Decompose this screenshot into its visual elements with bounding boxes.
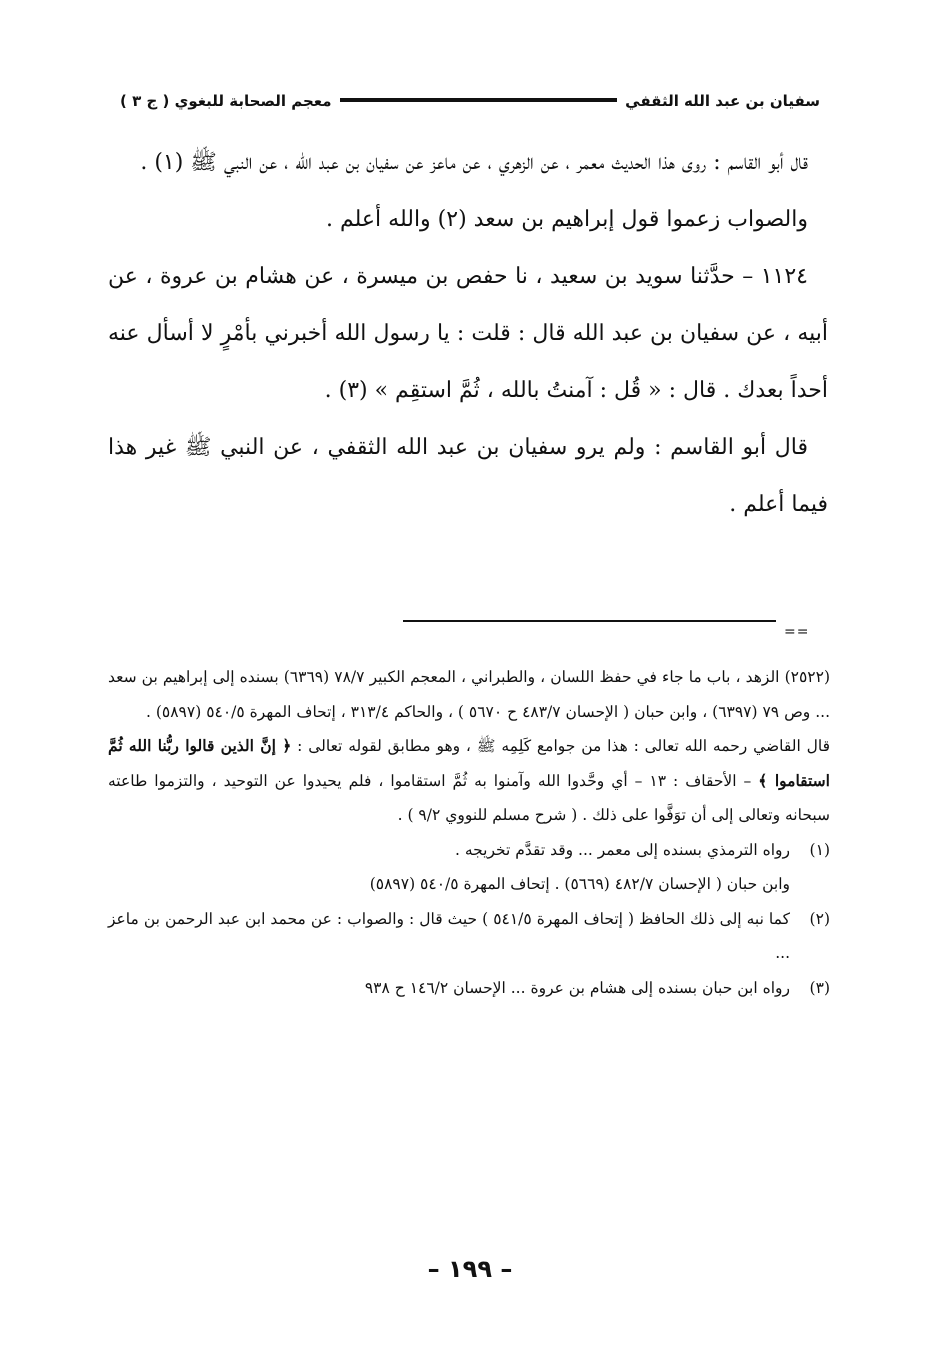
- footnote-2: [108, 902, 830, 971]
- footnote-separator-mark: ==: [784, 624, 810, 640]
- footnote-1: [108, 833, 830, 868]
- header-rule: [340, 98, 618, 102]
- footnote-intro-2-a: قال القاضي رحمه الله تعالى : هذا من جوامع كَلِمِه ﷺ ، وهو مطابق لقوله تعالى :: [297, 737, 830, 755]
- paragraph-1: قال أبو القاسم : روى هذا الحديث معمر ، عن الزهري ، عن ماعز عن سفيان بن عبد الله ، عن النبي ﷺ (١) .: [140, 150, 808, 175]
- footnote-intro-2: [108, 729, 830, 833]
- footnote-1-continuation: وابن حبان ( الإحسان ٤٨٢/٧ (٥٦٦٩) . إتحاف المهرة ٥٤٠/٥ (٥٨٩٧): [369, 875, 790, 893]
- main-text: [108, 134, 828, 533]
- footnote-number: (١): [809, 840, 830, 859]
- paragraph-2: والصواب زعموا قول إبراهيم بن سعد (٢) والله أعلم .: [326, 207, 808, 232]
- footnote-separator: [403, 620, 776, 622]
- footnote-number: (٣): [809, 978, 830, 997]
- quran-verse: ﴿ إنَّ الذين قالوا ربُّنا الله ثُمَّ استقاموا ﴾: [108, 736, 830, 790]
- paragraph-4: قال أبو القاسم : ولم يرو سفيان بن عبد الله الثقفي ، عن النبي ﷺ غير هذا فيما أعلم .: [108, 435, 828, 517]
- running-header: [120, 86, 820, 116]
- footnote-line: كما نبه إلى ذلك الحافظ ( إتحاف المهرة ٥٤١/٥ ) حيث قال : والصواب : عن محمد ابن عبد الرحمن بن ماعز ...: [108, 909, 790, 962]
- section-title: سفيان بن عبد الله الثقفي: [625, 92, 820, 110]
- footnote-line: رواه ابن حبان بسنده إلى هشام بن عروة ... الإحسان ١٤٦/٢ ح ٩٣٨: [364, 978, 790, 997]
- page-number: – ١٩٩ –: [427, 1255, 513, 1283]
- footnote-number: (٢): [809, 909, 830, 928]
- footnote-intro-1: (٢٥٢٢) الزهد ، باب ما جاء في حفظ اللسان ، والطبراني ، المعجم الكبير ٧٨/٧ (٦٣٦٩) بسنده إلى إبراهيم بن سعد ... وص ٧٩ (٦٣٩٧) ، وابن حبان ( الإحسان ٤٨٣/٧ ح ٥٦٧٠ ) ، والحاكم ٣١٣/٤ ، إتحاف المهرة ٥٤٠/٥ (٥٨٩٧) .: [108, 668, 830, 721]
- footnote-intro-2-b: – الأحقاف : ١٣ – أي وحَّدوا الله وآمنوا به ثُمَّ استقاموا ، فلم يحيدوا عن التوحيد ، والتزموا طاعته سبحانه وتعالى إلى أن توَفَّوا على ذلك . ( شرح مسلم للنووي ٩/٢ ) .: [108, 771, 830, 824]
- footnote-line: رواه الترمذي بسنده إلى معمر ... وقد تقدَّم تخريجه .: [454, 840, 790, 859]
- footnotes: [108, 660, 830, 1005]
- footnote-3: [108, 971, 830, 1006]
- hadith-1124: ١١٢٤ – حدَّثنا سويد بن سعيد ، نا حفص بن ميسرة ، عن هشام بن عروة ، عن أبيه ، عن سفيان بن عبد الله قال : قلت : يا رسول الله أخبرني بأمْرٍ لا أسأل عنه أحداً بعدك . قال : « قُل : آمنتُ بالله ، ثُمَّ استقِم » (٣) .: [108, 264, 828, 403]
- book-title: معجم الصحابة للبغوي ( ج ٣ ): [120, 92, 332, 110]
